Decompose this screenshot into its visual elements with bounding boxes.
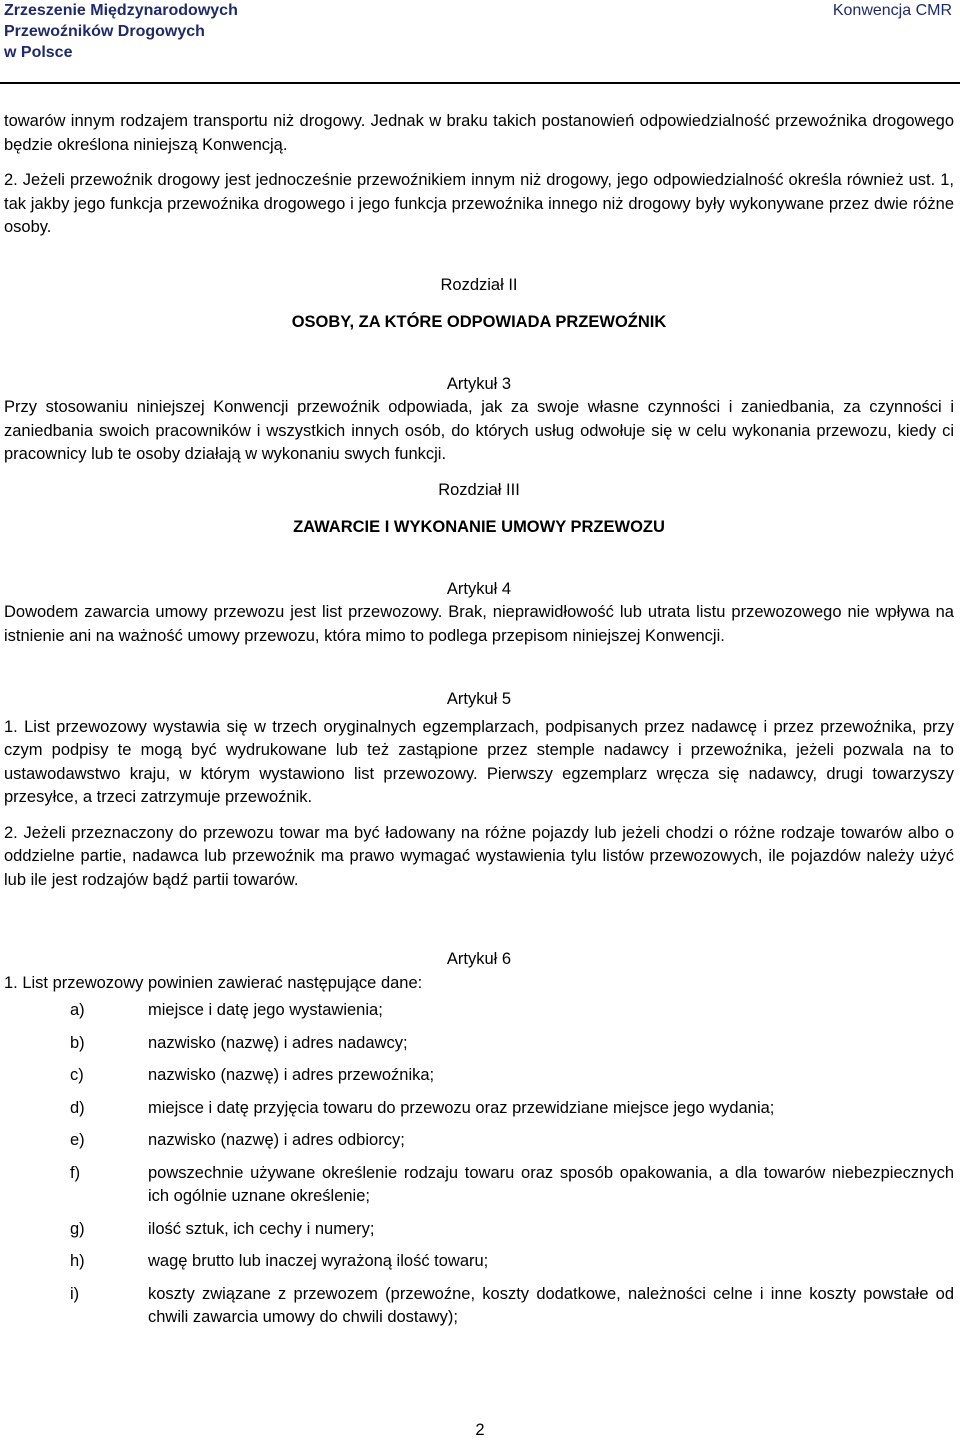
list-item <box>4 1283 954 1330</box>
list-item-label: e) <box>70 1131 85 1149</box>
list-item-label: c) <box>70 1066 84 1084</box>
chapter-3-label: Rozdział III <box>438 480 520 499</box>
list-item <box>4 1032 954 1056</box>
list-item-text: nazwisko (nazwę) i adres odbiorcy; <box>148 1131 405 1149</box>
paragraph-2: 2. Jeżeli przewoźnik drogowy jest jednocześnie przewoźnikiem innym niż drogowy, jego odpowiedzialność określa również ust. 1, tak jakby jego funkcja przewoźnika drogowego i jego funkcja przewoźnika innego niż drogowy były wykonywane przez dwie różne osoby. <box>4 171 954 236</box>
organization-line-2: Przewoźników Drogowych <box>4 23 205 40</box>
article-3-text: Przy stosowaniu niniejszej Konwencji przewoźnik odpowiada, jak za swoje własne czynności i zaniedbania, za czynności i zaniedbania swoich pracowników i wszystkich innych osób, do których usług odwołuje się w celu wykonania przewozu, kiedy ci pracownicy lub te osoby działają w wykonaniu swych funkcji. <box>4 398 954 463</box>
article-6-list <box>4 999 954 1330</box>
list-item-label: b) <box>70 1033 85 1052</box>
list-item-label: a) <box>70 1001 85 1019</box>
list-item-label: d) <box>70 1098 85 1117</box>
document-title: Konwencja CMR <box>832 2 952 19</box>
article-4-text: Dowodem zawarcia umowy przewozu jest list przewozowy. Brak, nieprawidłowość lub utrata listu przewozowego nie wpływa na istnienie ani na ważność umowy przewozu, która mimo to podlega przepisom niniejszej Konwencji. <box>4 603 954 645</box>
organization-name <box>4 0 334 63</box>
article-6-label: Artykuł 6 <box>446 950 512 968</box>
list-item-text: wagę brutto lub inaczej wyrażoną ilość towaru; <box>148 1252 489 1270</box>
article-5-paragraph-1: 1. List przewozowy wystawia się w trzech oryginalnych egzemplarzach, podpisanych przez nadawcę i przez przewoźnika, przy czym podpisy te mogą być wydrukowane lub też zastąpione przez stemple nadawcy i przewoźnika, jeżeli pozwala na to ustawodawstwo kraju, w którym wystawiono list przewozowy. Pierwszy egzemplarz wręcza się nadawcy, drugi towarzyszy przesyłce, a trzeci zatrzymuje przewoźnik. <box>4 717 954 806</box>
chapter-3-title: ZAWARCIE I WYKONANIE UMOWY PRZEWOZU <box>293 518 665 536</box>
list-item <box>4 1129 954 1153</box>
document-body <box>4 110 954 1339</box>
list-item-label: g) <box>70 1219 85 1238</box>
organization-line-1: Zrzeszenie Międzynarodowych <box>4 2 238 19</box>
list-item-text: nazwisko (nazwę) i adres nadawcy; <box>148 1033 408 1052</box>
list-item-label: i) <box>70 1284 80 1303</box>
list-item-label: f) <box>70 1163 81 1182</box>
list-item-text: koszty związane z przewozem (przewoźne, koszty dodatkowe, należności celne i inne koszty powstałe od chwili zawarcia umowy do chwili dostawy); <box>148 1284 954 1326</box>
article-4-label: Artykuł 4 <box>446 579 512 598</box>
list-item-text: miejsce i datę jego wystawienia; <box>148 1001 383 1019</box>
paragraph-continuation: towarów innym rodzajem transportu niż drogowy. Jednak w braku takich postanowień odpowiedzialność przewoźnika drogowego będzie określona niniejszą Konwencją. <box>4 112 954 154</box>
organization-line-3: w Polsce <box>4 44 73 61</box>
list-item-text: miejsce i datę przyjęcia towaru do przewozu oraz przewidziane miejsce jego wydania; <box>148 1098 775 1117</box>
list-item <box>4 1218 954 1242</box>
list-item-label: h) <box>70 1252 85 1270</box>
list-item <box>4 999 954 1023</box>
list-item <box>4 1064 954 1088</box>
header-divider <box>0 82 960 84</box>
chapter-2-title: OSOBY, ZA KTÓRE ODPOWIADA PRZEWOŹNIK <box>291 313 667 331</box>
list-item <box>4 1097 954 1121</box>
article-5-paragraph-2: 2. Jeżeli przeznaczony do przewozu towar ma być ładowany na różne pojazdy lub jeżeli chodzi o różne rodzaje towarów albo o oddzielne partie, nadawca lub przewoźnik ma prawo wymagać wystawienia tylu listów przewozowych, ile pojazdów należy użyć lub ile jest rodzajów bądź partii towarów. <box>4 823 954 889</box>
list-item-text: powszechnie używane określenie rodzaju towaru oraz sposób opakowania, a dla towarów niebezpiecznych ich ogólnie uznane określenie; <box>148 1163 954 1205</box>
article-3-label: Artykuł 3 <box>446 374 512 393</box>
list-item <box>4 1250 954 1274</box>
chapter-2-label: Rozdział II <box>440 275 518 294</box>
article-5-label: Artykuł 5 <box>446 690 512 708</box>
list-item-text: nazwisko (nazwę) i adres przewoźnika; <box>148 1066 435 1084</box>
article-6-intro: 1. List przewozowy powinien zawierać następujące dane: <box>4 973 423 992</box>
page-number: 2 <box>475 1421 485 1439</box>
list-item-text: ilość sztuk, ich cechy i numery; <box>148 1219 375 1238</box>
list-item <box>4 1162 954 1209</box>
